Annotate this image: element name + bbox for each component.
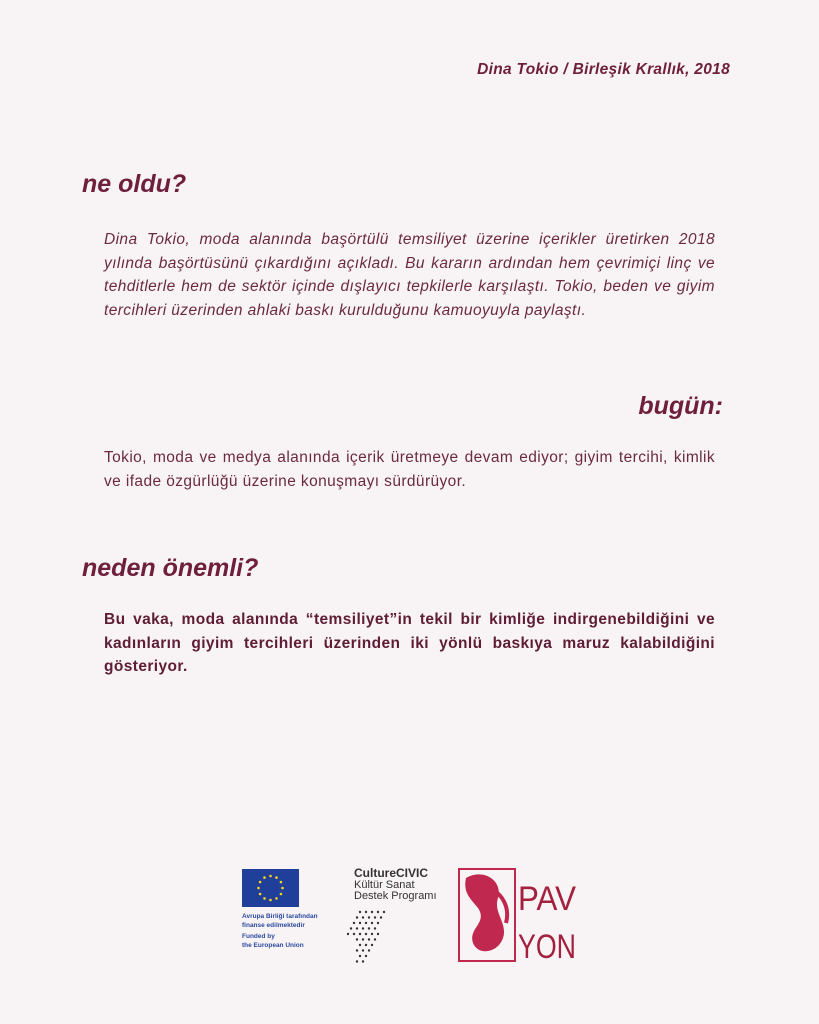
dot bbox=[359, 955, 361, 957]
dot bbox=[362, 916, 364, 918]
svg-text:YON: YON bbox=[518, 928, 576, 966]
dot bbox=[374, 927, 376, 929]
dot bbox=[380, 916, 382, 918]
dot bbox=[371, 944, 373, 946]
dot bbox=[362, 949, 364, 951]
dot bbox=[368, 949, 370, 951]
dot bbox=[377, 911, 379, 913]
svg-text:PAV: PAV bbox=[518, 880, 577, 918]
dot bbox=[362, 960, 364, 962]
dot bbox=[365, 911, 367, 913]
dot bbox=[371, 911, 373, 913]
culturecivic-arrow-icon bbox=[326, 908, 396, 968]
eu-text-line: the European Union bbox=[242, 941, 304, 949]
dot bbox=[359, 922, 361, 924]
eu-flag-icon bbox=[242, 869, 299, 907]
dot bbox=[353, 922, 355, 924]
heading-why-important: neden önemli? bbox=[82, 554, 259, 582]
culturecivic-logo bbox=[354, 868, 437, 902]
pavyon-logo bbox=[458, 868, 578, 964]
what-happened-text: Dina Tokio, moda alanında başörtülü temsiliyet üzerine içerikler üretirken 2018 yılında başörtüsünü çıkardığını açıkladı. Bu kararın ardından hem çevrimiçi linç ve tehditlerle hem de sektör içinde dışlayıcı tepkilerle karşılaştı. Tokio, beden ve giyim tercihleri üzerinden ahlaki baskı kurulduğunu kamuoyuyla paylaştı. bbox=[104, 231, 715, 319]
eu-text-line: Funded by bbox=[242, 933, 275, 940]
dot bbox=[365, 922, 367, 924]
dot bbox=[356, 960, 358, 962]
dot bbox=[359, 944, 361, 946]
cc-line: Destek Programı bbox=[354, 890, 437, 902]
dot bbox=[383, 911, 385, 913]
dot bbox=[371, 922, 373, 924]
dot bbox=[371, 933, 373, 935]
dot bbox=[359, 933, 361, 935]
cc-title: CultureCIVIC bbox=[354, 866, 429, 880]
dot bbox=[350, 927, 352, 929]
dot bbox=[368, 916, 370, 918]
heading-today: bugün: bbox=[638, 392, 723, 420]
dot bbox=[347, 933, 349, 935]
why-important-text: Bu vaka, moda alanında “temsiliyet”in tekil bir kimliğe indirgenebildiğini ve kadınların giyim tercihleri üzerinden iki yönlü baskıya maruz kalabildiğini gösteriyor. bbox=[104, 611, 715, 675]
eu-text-line: Avrupa Birliği tarafından bbox=[242, 913, 318, 920]
cc-line: Kültür Sanat bbox=[354, 879, 415, 891]
dot bbox=[365, 933, 367, 935]
dot bbox=[362, 927, 364, 929]
dot bbox=[353, 933, 355, 935]
dot bbox=[377, 922, 379, 924]
dot bbox=[356, 927, 358, 929]
dot bbox=[356, 949, 358, 951]
dot bbox=[365, 955, 367, 957]
dot bbox=[362, 938, 364, 940]
dot bbox=[368, 938, 370, 940]
dot bbox=[377, 933, 379, 935]
case-caption: Dina Tokio / Birleşik Krallık, 2018 bbox=[477, 61, 730, 78]
today-text: Tokio, moda ve medya alanında içerik üretmeye devam ediyor; giyim tercihi, kimlik ve ifade özgürlüğü üzerine konuşmayı sürdürüyor. bbox=[104, 449, 715, 490]
dot bbox=[356, 938, 358, 940]
sponsor-logos bbox=[240, 866, 585, 966]
dot bbox=[365, 944, 367, 946]
dot bbox=[356, 916, 358, 918]
eu-funding-text bbox=[242, 913, 318, 950]
heading-what-happened: ne oldu? bbox=[82, 170, 187, 198]
dot bbox=[374, 916, 376, 918]
eu-text-line: finanse edilmektedir bbox=[242, 921, 305, 929]
dot bbox=[359, 911, 361, 913]
dot bbox=[368, 927, 370, 929]
dot bbox=[374, 938, 376, 940]
